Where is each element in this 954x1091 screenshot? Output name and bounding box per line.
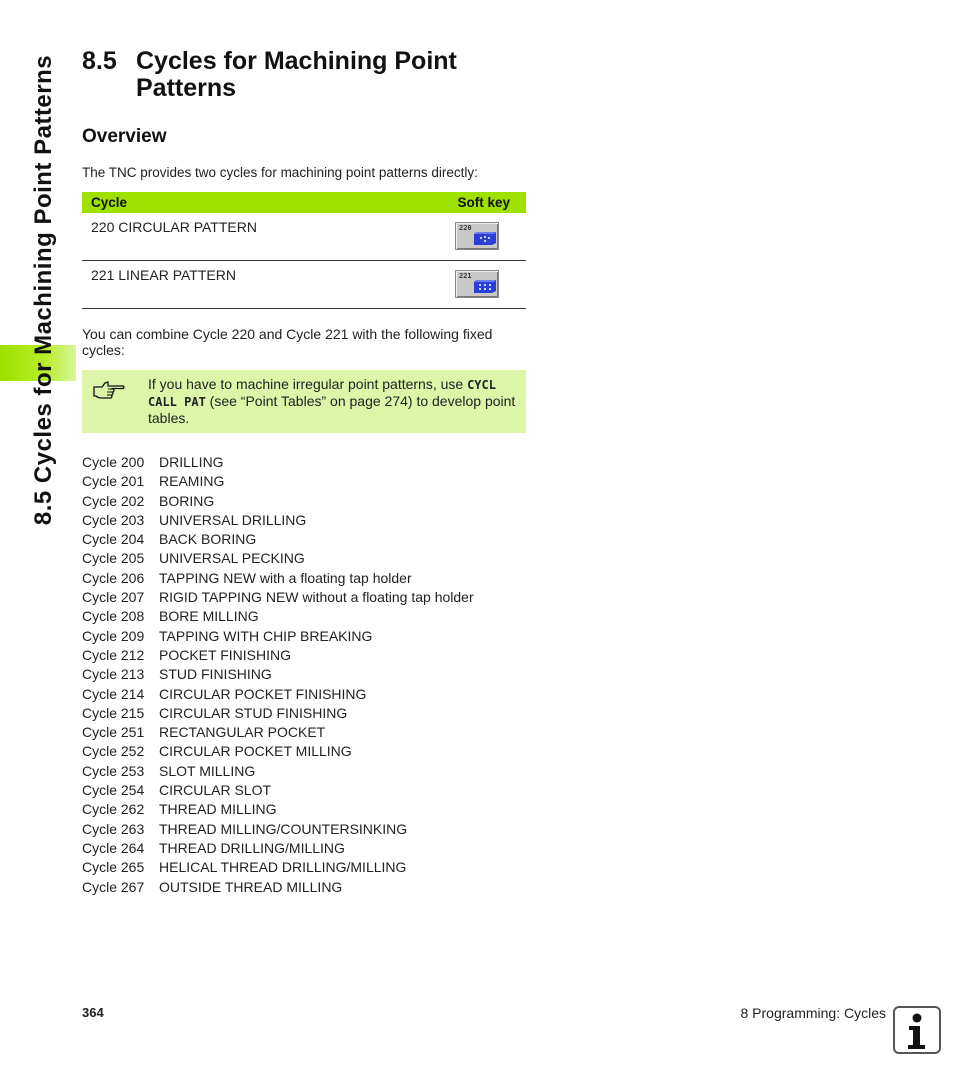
page-title <box>82 48 522 102</box>
cycle-name: TAPPING NEW with a floating tap holder <box>159 569 412 586</box>
col-cycle-header: Cycle <box>91 195 128 210</box>
cycle-name: UNIVERSAL DRILLING <box>159 511 307 528</box>
note-text-after: (see “Point Tables” on page 274) to develop point tables. <box>148 393 516 426</box>
cycle-number: Cycle 201 <box>82 473 145 490</box>
cycle-name: TAPPING WITH CHIP BREAKING <box>159 627 373 644</box>
softkey-table-header <box>82 192 526 213</box>
footer-chapter: 8 Programming: Cycles <box>740 1005 886 1021</box>
cycle-number: Cycle 207 <box>82 589 145 606</box>
cycle-name: THREAD MILLING <box>159 801 277 818</box>
list-item <box>82 472 474 491</box>
cycle-label: 221 LINEAR PATTERN <box>91 267 236 283</box>
list-item <box>82 781 474 800</box>
list-item <box>82 549 474 568</box>
cycle-name: RECTANGULAR POCKET <box>159 724 326 741</box>
list-item <box>82 627 474 646</box>
cycle-name: BACK BORING <box>159 531 257 548</box>
cycle-name: REAMING <box>159 473 225 490</box>
cycle-number: Cycle 264 <box>82 839 145 856</box>
cycle-number: Cycle 208 <box>82 608 145 625</box>
softkey-table <box>82 192 526 309</box>
list-item <box>82 723 474 742</box>
list-item <box>82 607 474 626</box>
cycle-number: Cycle 214 <box>82 685 145 702</box>
cycle-name: CIRCULAR SLOT <box>159 782 272 799</box>
softkey-code: 221 <box>459 272 472 280</box>
cycle-name: STUD FINISHING <box>159 666 272 683</box>
cycle-number: Cycle 265 <box>82 859 145 876</box>
cycle-list <box>82 453 474 897</box>
cycle-number: Cycle 206 <box>82 569 145 586</box>
list-item <box>82 569 474 588</box>
softkey-code: 220 <box>459 224 472 232</box>
cycle-number: Cycle 263 <box>82 820 145 837</box>
linear-pattern-softkey-icon <box>474 280 496 293</box>
pointing-hand-icon <box>92 378 126 402</box>
list-item <box>82 646 474 665</box>
cycle-number: Cycle 204 <box>82 531 145 548</box>
list-item <box>82 878 474 897</box>
cycle-name: OUTSIDE THREAD MILLING <box>159 878 343 895</box>
cycle-name: CIRCULAR POCKET MILLING <box>159 743 352 760</box>
list-item <box>82 453 474 472</box>
list-item <box>82 530 474 549</box>
cycle-number: Cycle 205 <box>82 550 145 567</box>
cycle-name: DRILLING <box>159 454 224 470</box>
note-text <box>148 376 518 426</box>
cycle-number: Cycle 200 <box>82 454 145 470</box>
note-box <box>82 370 526 433</box>
title-line-2: Patterns <box>136 74 237 102</box>
list-item <box>82 492 474 511</box>
side-chapter-title: 8.5 Cycles for Machining Point Patterns <box>30 54 57 526</box>
cycle-name: HELICAL THREAD DRILLING/MILLING <box>159 859 407 876</box>
note-text-before: If you have to machine irregular point patterns, use <box>148 376 468 392</box>
cycle-name: CIRCULAR STUD FINISHING <box>159 704 348 721</box>
info-icon[interactable] <box>893 1006 941 1054</box>
table-row <box>82 213 526 261</box>
page-number: 364 <box>82 1005 104 1020</box>
cycle-number: Cycle 267 <box>82 878 145 895</box>
cycle-name: THREAD DRILLING/MILLING <box>159 839 345 856</box>
list-item <box>82 800 474 819</box>
cycle-number: Cycle 209 <box>82 627 145 644</box>
cycle-number: Cycle 212 <box>82 646 145 663</box>
list-item <box>82 742 474 761</box>
cycle-number: Cycle 252 <box>82 743 145 760</box>
cycle-name: POCKET FINISHING <box>159 646 291 663</box>
cycle-label: 220 CIRCULAR PATTERN <box>91 219 257 235</box>
cycle-name: BORE MILLING <box>159 608 259 625</box>
list-item <box>82 704 474 723</box>
cycle-number: Cycle 253 <box>82 762 145 779</box>
list-item <box>82 685 474 704</box>
col-softkey-header: Soft key <box>457 195 510 210</box>
cycle-name: SLOT MILLING <box>159 762 256 779</box>
list-item <box>82 665 474 684</box>
list-item <box>82 820 474 839</box>
section-number: 8.5 <box>82 47 117 75</box>
list-item <box>82 588 474 607</box>
cycle-number: Cycle 254 <box>82 782 145 799</box>
list-item <box>82 839 474 858</box>
list-item <box>82 511 474 530</box>
info-i-glyph <box>904 1012 930 1050</box>
cycle-number: Cycle 215 <box>82 704 145 721</box>
cycle-name: CIRCULAR POCKET FINISHING <box>159 685 367 702</box>
linear-pattern-softkey[interactable] <box>455 270 499 298</box>
cycle-number: Cycle 251 <box>82 724 145 741</box>
circular-pattern-softkey[interactable] <box>455 222 499 250</box>
list-item <box>82 762 474 781</box>
cycle-name: UNIVERSAL PECKING <box>159 550 305 567</box>
title-line-1: Cycles for Machining Point <box>136 47 457 75</box>
cycle-number: Cycle 213 <box>82 666 145 683</box>
cycle-name: BORING <box>159 492 215 509</box>
cycle-number: Cycle 202 <box>82 492 145 509</box>
cycle-name: THREAD MILLING/COUNTERSINKING <box>159 820 408 837</box>
cycle-number: Cycle 203 <box>82 511 145 528</box>
list-item <box>82 858 474 877</box>
cycle-name: RIGID TAPPING NEW without a floating tap holder <box>159 589 474 606</box>
overview-heading: Overview <box>82 126 167 147</box>
table-row <box>82 261 526 309</box>
circular-pattern-softkey-icon <box>474 232 496 245</box>
intro-text: The TNC provides two cycles for machining point patterns directly: <box>82 165 478 180</box>
cycle-number: Cycle 262 <box>82 801 145 818</box>
combine-text: You can combine Cycle 220 and Cycle 221 with the following fixed cycles: <box>82 326 493 358</box>
note-code: CYCL CALL PAT <box>148 378 496 409</box>
